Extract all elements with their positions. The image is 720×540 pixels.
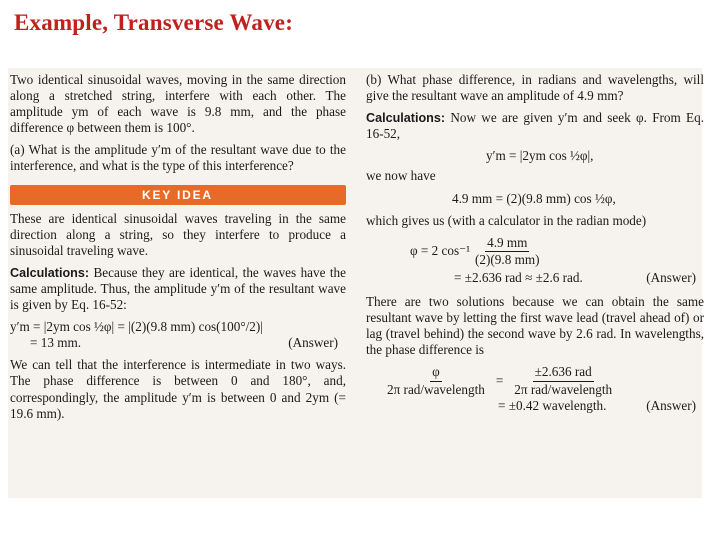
calculator-note: which gives us (with a calculator in the radian mode)	[366, 212, 647, 228]
problem-statement: Two identical sinusoidal waves, moving in the same direction along a stretched string, interfere with each other. The amplitude ym of each wave is 9.8 mm, and the phase difference φ between them is 100°.	[10, 72, 346, 136]
equation-wavelength	[366, 364, 704, 397]
question-a: (a) What is the amplitude y′m of the resultant wave due to the interference, and what is the type of this interference?	[10, 142, 346, 174]
slide-title: Example, Transverse Wave:	[14, 10, 294, 35]
interference-conclusion: We can tell that the interference is intermediate in two ways. The phase difference is between 0 and 180°, and, correspondingly, the amplitude y′m is between 0 and 2ym (= 19.6 mm).	[10, 357, 346, 421]
equation-amplitude-result	[10, 335, 346, 351]
right-column	[364, 68, 704, 414]
calculations-label: Calculations:	[366, 111, 446, 126]
phi-lhs: φ = 2 cos⁻¹	[410, 243, 471, 259]
we-now-have: we now have	[366, 168, 436, 184]
amplitude-result: = 13 mm.	[30, 335, 82, 351]
answer-label: (Answer)	[646, 397, 696, 413]
equation-wavelength-result	[366, 398, 704, 414]
calculations-text: Because they are identical, the waves have the same amplitude. Thus, the amplitude y′m of the resultant wave is given by Eq. 16-52:	[10, 264, 347, 313]
two-solutions-text: There are two solutions because we can obtain the same resultant wave by letting the first wave lead (travel ahead of) or lag (travel behind) the second wave by 2.6 rad. In wavelengths, the phase difference is	[366, 294, 704, 358]
key-idea-text: These are identical sinusoidal waves traveling in the same direction along a string, so they interfere to produce a sinusoidal traveling wave.	[10, 210, 346, 258]
question-b: (b) What phase difference, in radians and wavelengths, will give the resultant wave an amplitude of 4.9 mm?	[366, 72, 704, 104]
equation-phi	[366, 235, 704, 268]
fraction-numerator: φ	[430, 364, 442, 381]
key-idea-banner: KEY IDEA	[10, 185, 346, 205]
wavelength-result: = ±0.42 wavelength.	[498, 397, 607, 413]
calculations-label: Calculations:	[10, 265, 90, 280]
left-column	[8, 68, 346, 428]
equation-amplitude-formula: y′m = |2ym cos ½φ|,	[486, 148, 594, 164]
fraction-denominator: 2π rad/wavelength	[514, 381, 613, 397]
fraction-denominator: (2)(9.8 mm)	[475, 251, 540, 267]
phi-fraction	[473, 235, 541, 268]
fraction-denominator: 2π rad/wavelength	[387, 381, 485, 397]
equation-amplitude: y′m = |2ym cos ½φ| = |(2)(9.8 mm) cos(100°/2)|	[10, 319, 263, 335]
fraction-numerator: ±2.636 rad	[533, 364, 594, 381]
phi-result: = ±2.636 rad ≈ ±2.6 rad.	[454, 269, 583, 285]
textbook-excerpt	[8, 68, 705, 498]
wavelength-fraction-1	[385, 364, 487, 397]
wavelength-fraction-2	[512, 364, 614, 397]
equation-phi-result	[366, 270, 704, 286]
answer-label: (Answer)	[646, 269, 696, 285]
equals-sign: =	[495, 372, 504, 388]
calculations-b	[366, 110, 704, 142]
equation-given: 4.9 mm = (2)(9.8 mm) cos ½φ,	[452, 190, 616, 206]
calculations-a	[10, 265, 346, 313]
calculations-text: Now we are given y′m and seek φ. From Eq. 16-52,	[366, 110, 705, 142]
answer-label: (Answer)	[288, 335, 338, 351]
fraction-numerator: 4.9 mm	[485, 235, 529, 252]
